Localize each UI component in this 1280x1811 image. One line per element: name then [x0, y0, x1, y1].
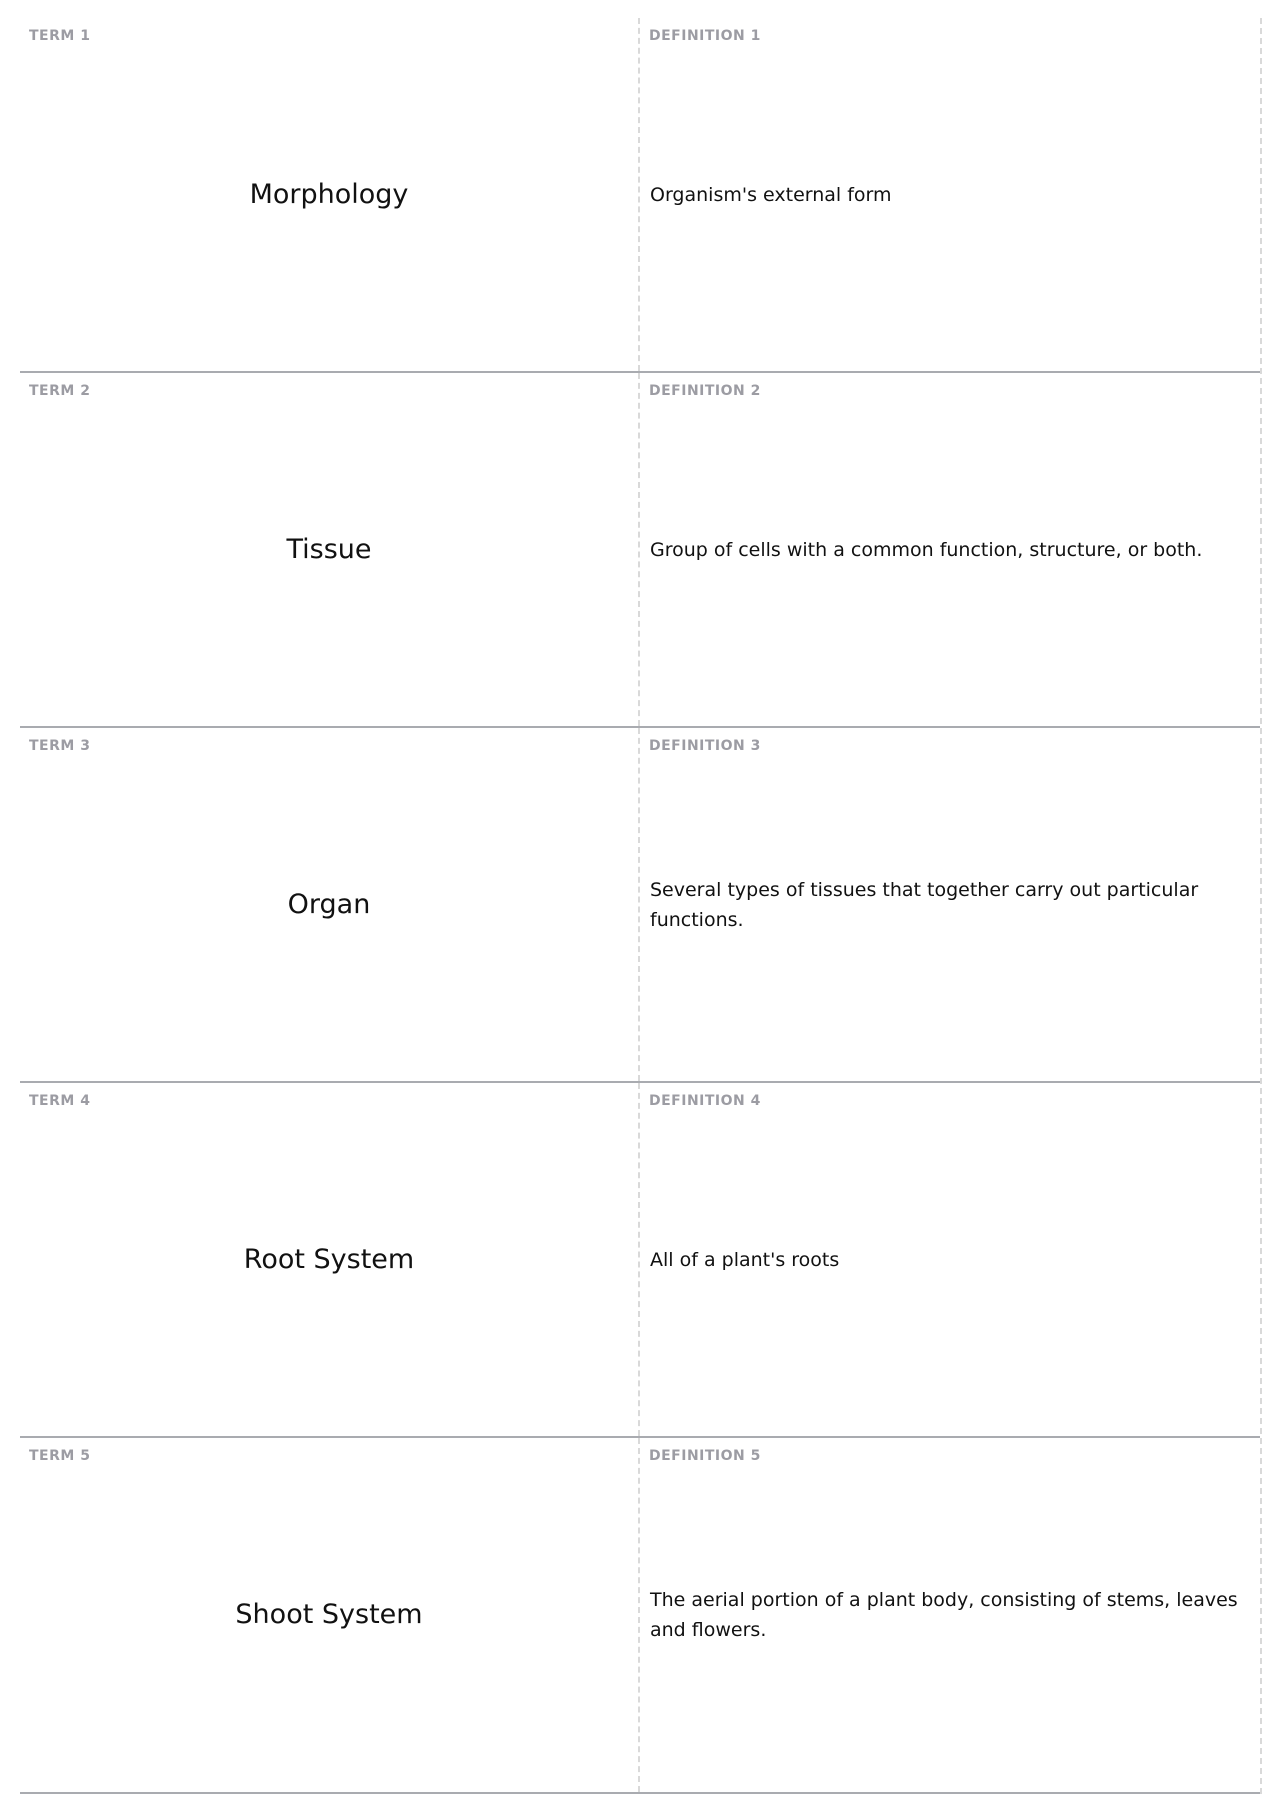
definition-cell: [640, 1083, 1260, 1436]
definition-label: DEFINITION 3: [649, 738, 761, 754]
definition-text: Several types of tissues that together carry out particular functions.: [650, 878, 1199, 931]
term-text: Organ: [287, 888, 371, 920]
definition-label: DEFINITION 1: [649, 28, 761, 44]
term-label: TERM 5: [29, 1448, 91, 1464]
term-text: Tissue: [286, 533, 372, 565]
definition-text: The aerial portion of a plant body, consisting of stems, leaves and flowers.: [650, 1589, 1238, 1641]
term-cell: [20, 1438, 640, 1792]
flashcard-sheet: [20, 18, 1262, 1794]
term-text: Shoot System: [235, 1599, 423, 1630]
definition-text: All of a plant's roots: [650, 1248, 840, 1271]
definition-cell: [640, 1438, 1260, 1792]
definition-label: DEFINITION 2: [649, 383, 761, 399]
term-label: TERM 1: [29, 28, 91, 44]
definition-text: Organism's external form: [650, 183, 892, 206]
term-label: TERM 3: [29, 738, 91, 754]
flashcard-row: [20, 373, 1260, 728]
term-cell: [20, 728, 640, 1081]
term-label: TERM 4: [29, 1093, 91, 1109]
flashcard-row: [20, 728, 1260, 1083]
definition-label: DEFINITION 4: [649, 1093, 761, 1109]
term-cell: [20, 373, 640, 726]
term-cell: [20, 1083, 640, 1436]
term-label: TERM 2: [29, 383, 91, 399]
definition-cell: [640, 18, 1260, 371]
flashcard-row: [20, 1438, 1260, 1794]
flashcard-row: [20, 18, 1260, 373]
definition-text: Group of cells with a common function, structure, or both.: [650, 538, 1203, 561]
definition-cell: [640, 373, 1260, 726]
definition-label: DEFINITION 5: [649, 1448, 761, 1464]
term-text: Morphology: [249, 178, 409, 210]
term-text: Root System: [243, 1243, 415, 1275]
flashcard-row: [20, 1083, 1260, 1438]
definition-cell: [640, 728, 1260, 1081]
term-cell: [20, 18, 640, 371]
